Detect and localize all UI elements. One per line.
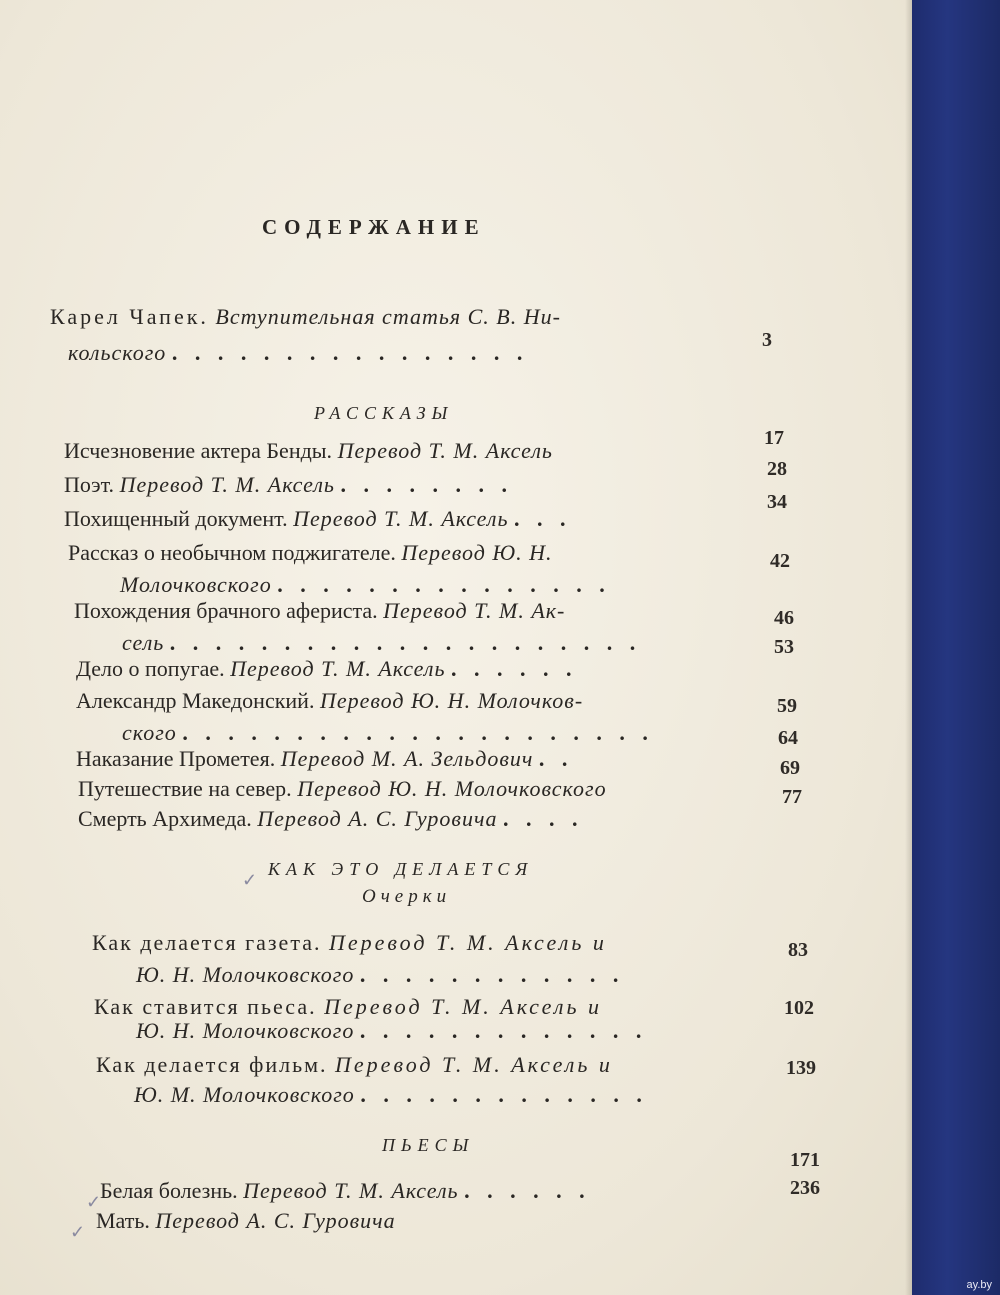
entry-translator: Перевод Т. М. Ак- bbox=[383, 598, 566, 623]
entry-title: Белая болезнь. bbox=[100, 1178, 238, 1203]
entry-title: Путешествие на север. bbox=[78, 776, 292, 801]
entry-title: Исчезновение актера Бенды. bbox=[64, 438, 333, 463]
toc-entry-continuation bbox=[122, 630, 641, 656]
entry-page-number: 171 bbox=[790, 1149, 820, 1171]
leader-dots: . . . . . . . . . . . . . bbox=[360, 1082, 648, 1107]
leader-dots: . . . . . . bbox=[464, 1178, 591, 1203]
leader-dots: . . . . . . . . . . . . . bbox=[359, 1018, 648, 1043]
entry-continuation: Ю. Н. Молочковского bbox=[136, 1018, 355, 1043]
leader-dots: . . . . . . . . . . . . bbox=[359, 962, 625, 987]
toc-entry bbox=[100, 1178, 591, 1204]
intro-rest: Вступительная статья С. В. Ни- bbox=[215, 304, 561, 329]
entry-page-number: 83 bbox=[788, 939, 808, 961]
toc-entry bbox=[64, 472, 513, 498]
leader-dots: . . bbox=[538, 746, 574, 771]
leader-dots: . . . . bbox=[502, 806, 584, 831]
toc-entry-continuation bbox=[120, 572, 611, 598]
entry-translator: Перевод Т. М. Аксель bbox=[230, 656, 446, 681]
entry-title: Александр Македонский. bbox=[76, 688, 315, 713]
pencil-check-icon: ✓ bbox=[70, 1222, 86, 1242]
entry-translator: Перевод Ю. Н. Молочков- bbox=[319, 688, 584, 713]
toc-entry bbox=[92, 930, 607, 956]
leader-dots: . . . . . . . . . . . . . . . . . . . . . bbox=[182, 720, 654, 745]
toc-entry bbox=[76, 746, 573, 772]
intro-line-1 bbox=[50, 304, 561, 330]
toc-entry bbox=[64, 438, 553, 464]
section-subtitle-essays: Очерки bbox=[362, 886, 452, 907]
toc-entry-continuation bbox=[136, 1018, 647, 1044]
blue-cover-spine bbox=[912, 0, 1000, 1295]
entry-title: Рассказ о необычном поджигателе. bbox=[68, 540, 396, 565]
entry-page-number: 236 bbox=[790, 1177, 820, 1199]
entry-translator: Перевод Т. М. Аксель bbox=[337, 438, 553, 463]
entry-translator: Перевод А. С. Гуровича bbox=[257, 806, 498, 831]
toc-entry bbox=[96, 1052, 613, 1078]
section-title-plays: ПЬЕСЫ bbox=[382, 1135, 475, 1155]
entry-title: Смерть Архимеда. bbox=[78, 806, 252, 831]
toc-entry-continuation bbox=[136, 962, 624, 988]
entry-title: Наказание Прометея. bbox=[76, 746, 276, 771]
entry-page-number: 59 bbox=[777, 695, 797, 717]
toc-entry-continuation bbox=[134, 1082, 648, 1108]
entry-title: Как ставится пьеса. bbox=[94, 994, 317, 1019]
entry-title: Похищенный документ. bbox=[64, 506, 288, 531]
intro-cont: кольского bbox=[68, 340, 167, 365]
entry-page-number: 53 bbox=[774, 636, 794, 658]
entry-translator: Перевод М. А. Зельдович bbox=[280, 746, 534, 771]
leader-dots: . . . . . . . . bbox=[340, 472, 513, 497]
entry-page-number: 102 bbox=[784, 997, 814, 1019]
toc-entry bbox=[76, 688, 583, 714]
intro-author: Карел Чапек. bbox=[50, 304, 209, 329]
toc-entry bbox=[64, 506, 572, 532]
entry-translator: Перевод Т. М. Аксель и bbox=[335, 1052, 613, 1077]
entry-page-number: 139 bbox=[786, 1057, 816, 1079]
pencil-check-icon: ✓ bbox=[242, 870, 258, 890]
leader-dots: . . . . . . . . . . . . . . . bbox=[277, 572, 611, 597]
entry-page-number: 77 bbox=[782, 786, 802, 808]
entry-title: Дело о попугае. bbox=[76, 656, 225, 681]
leader-dots: . . . . . . . . . . . . . . . . . . . . . bbox=[169, 630, 642, 655]
toc-entry bbox=[68, 540, 552, 566]
toc-entry bbox=[78, 806, 583, 832]
entry-title: Поэт. bbox=[64, 472, 115, 497]
pencil-check-icon: ✓ bbox=[86, 1192, 102, 1212]
toc-entry bbox=[94, 994, 602, 1020]
entry-translator: Перевод Ю. Н. Молочковского bbox=[297, 776, 607, 801]
entry-title: Похождения брачного афериста. bbox=[74, 598, 378, 623]
toc-entry-continuation bbox=[122, 720, 654, 746]
toc-entry bbox=[78, 776, 607, 802]
entry-page-number: 42 bbox=[770, 550, 790, 572]
entry-continuation: Молочковского bbox=[120, 572, 272, 597]
section-title-stories: РАССКАЗЫ bbox=[314, 403, 454, 423]
toc-entry bbox=[96, 1208, 396, 1234]
entry-page-number: 64 bbox=[778, 727, 798, 749]
section-title-howto: КАК ЭТО ДЕЛАЕТСЯ bbox=[268, 859, 534, 879]
leader-dots: . . . bbox=[514, 506, 572, 531]
toc-entry bbox=[76, 656, 578, 682]
entry-title: Как делается газета. bbox=[92, 930, 322, 955]
intro-line-2 bbox=[68, 340, 528, 366]
entry-translator: Перевод Ю. Н. bbox=[401, 540, 553, 565]
entry-page-number: 17 bbox=[764, 427, 784, 449]
entry-translator: Перевод А. С. Гуровича bbox=[155, 1208, 396, 1233]
entry-title: Мать. bbox=[96, 1208, 150, 1233]
entry-translator: Перевод Т. М. Аксель и bbox=[324, 994, 602, 1019]
entry-page-number: 28 bbox=[767, 458, 787, 480]
toc-entry bbox=[74, 598, 565, 624]
entry-page-number: 34 bbox=[767, 491, 787, 513]
leader-dots: . . . . . . bbox=[451, 656, 578, 681]
entry-title: Как делается фильм. bbox=[96, 1052, 328, 1077]
entry-translator: Перевод Т. М. Аксель bbox=[293, 506, 509, 531]
entry-continuation: ского bbox=[122, 720, 177, 745]
page-title: СОДЕРЖАНИЕ bbox=[262, 215, 486, 239]
entry-continuation: сель bbox=[122, 630, 165, 655]
intro-page-number: 3 bbox=[762, 329, 772, 351]
leader-dots: . . . . . . . . . . . . . . . . bbox=[171, 340, 529, 365]
entry-continuation: Ю. Н. Молочковского bbox=[136, 962, 355, 987]
entry-translator: Перевод Т. М. Аксель bbox=[243, 1178, 459, 1203]
entry-translator: Перевод Т. М. Аксель и bbox=[328, 930, 607, 955]
entry-translator: Перевод Т. М. Аксель bbox=[119, 472, 335, 497]
entry-page-number: 69 bbox=[780, 757, 800, 779]
entry-page-number: 46 bbox=[774, 607, 794, 629]
entry-continuation: Ю. М. Молочковского bbox=[134, 1082, 355, 1107]
watermark: ay.by bbox=[966, 1279, 992, 1291]
